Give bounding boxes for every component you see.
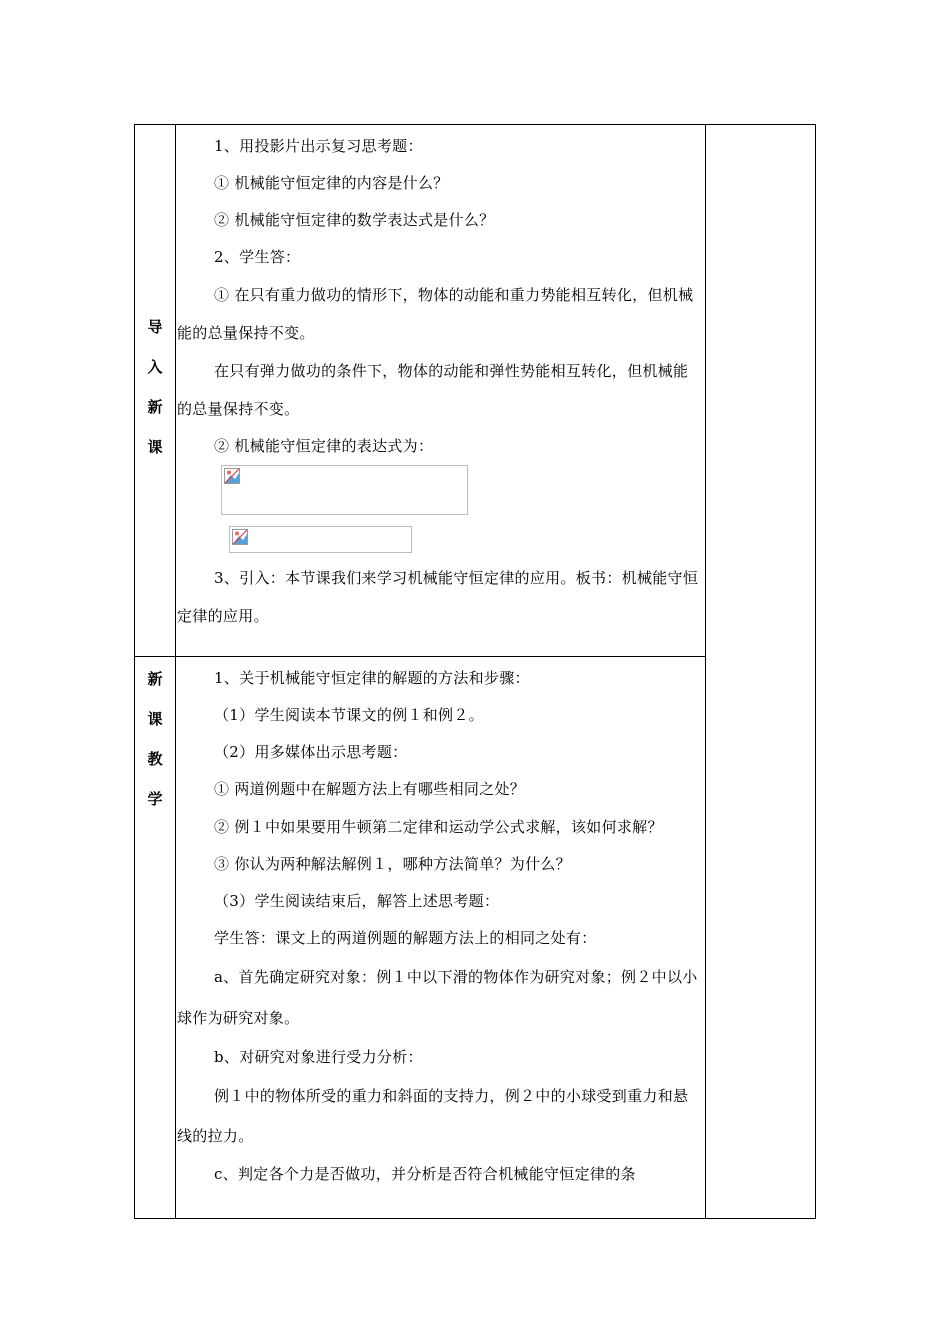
paragraph: ① 机械能守恒定律的内容是什么？	[214, 174, 449, 192]
broken-image-icon	[232, 529, 248, 545]
label-char: 导	[147, 318, 163, 336]
label-char: 学	[147, 790, 163, 808]
section-label-teaching	[135, 659, 175, 819]
section-label-intro	[135, 307, 175, 467]
paragraph: （3）学生阅读结束后，解答上述思考题：	[214, 892, 500, 910]
paragraph: 1、关于机械能守恒定律的解题的方法和步骤：	[214, 669, 530, 687]
paragraph: （2）用多媒体出示思考题：	[214, 743, 408, 761]
formula-image-2	[229, 526, 412, 553]
paragraph: 例１中的物体所受的重力和斜面的支持力，例２中的小球受到重力和悬线的拉力。	[177, 1087, 689, 1145]
lesson-table	[134, 124, 816, 1219]
paragraph: ② 机械能守恒定律的数学表达式是什么？	[214, 211, 495, 229]
column-divider-2	[705, 125, 706, 1218]
paragraph: 2、学生答：	[214, 248, 301, 266]
paragraph: 学生答：课文上的两道例题的解题方法上的相同之处有：	[214, 929, 597, 947]
label-char: 课	[147, 438, 163, 456]
label-char: 新	[147, 398, 163, 416]
section-content-teaching	[177, 660, 702, 1193]
paragraph: 3、引入：本节课我们来学习机械能守恒定律的应用。板书：机械能守恒定律的应用。	[177, 569, 699, 625]
paragraph: 1、用投影片出示复习思考题：	[214, 137, 423, 155]
paragraph: a、首先确定研究对象：例１中以下滑的物体作为研究对象；例２中以小球作为研究对象。	[177, 968, 698, 1027]
paragraph: ① 在只有重力做功的情形下，物体的动能和重力势能相互转化，但机械能的总量保持不变。	[177, 286, 694, 342]
paragraph: ③ 你认为两种解法解例１，哪种方法简单？为什么？	[214, 855, 571, 873]
paragraph: c、判定各个力是否做功，并分析是否符合机械能守恒定律的条	[214, 1165, 636, 1183]
broken-image-icon	[224, 468, 240, 484]
paragraph: ② 例１中如果要用牛顿第二定律和运动学公式求解，该如何求解？	[214, 818, 663, 836]
formula-image-1	[221, 465, 468, 515]
label-char: 新	[147, 670, 163, 688]
label-char: 课	[147, 710, 163, 728]
paragraph: 在只有弹力做功的条件下，物体的动能和弹性势能相互转化，但机械能的总量保持不变。	[177, 362, 689, 418]
paragraph: b、对研究对象进行受力分析：	[214, 1048, 423, 1066]
column-divider-1	[175, 125, 176, 1218]
label-char: 教	[147, 750, 163, 768]
row-divider	[135, 656, 705, 657]
paragraph: （1）学生阅读本节课文的例１和例２。	[214, 706, 484, 724]
paragraph: ② 机械能守恒定律的表达式为：	[214, 437, 434, 455]
label-char: 入	[147, 358, 163, 376]
section-content-intro	[177, 128, 702, 635]
paragraph: ① 两道例题中在解题方法上有哪些相同之处？	[214, 780, 526, 798]
